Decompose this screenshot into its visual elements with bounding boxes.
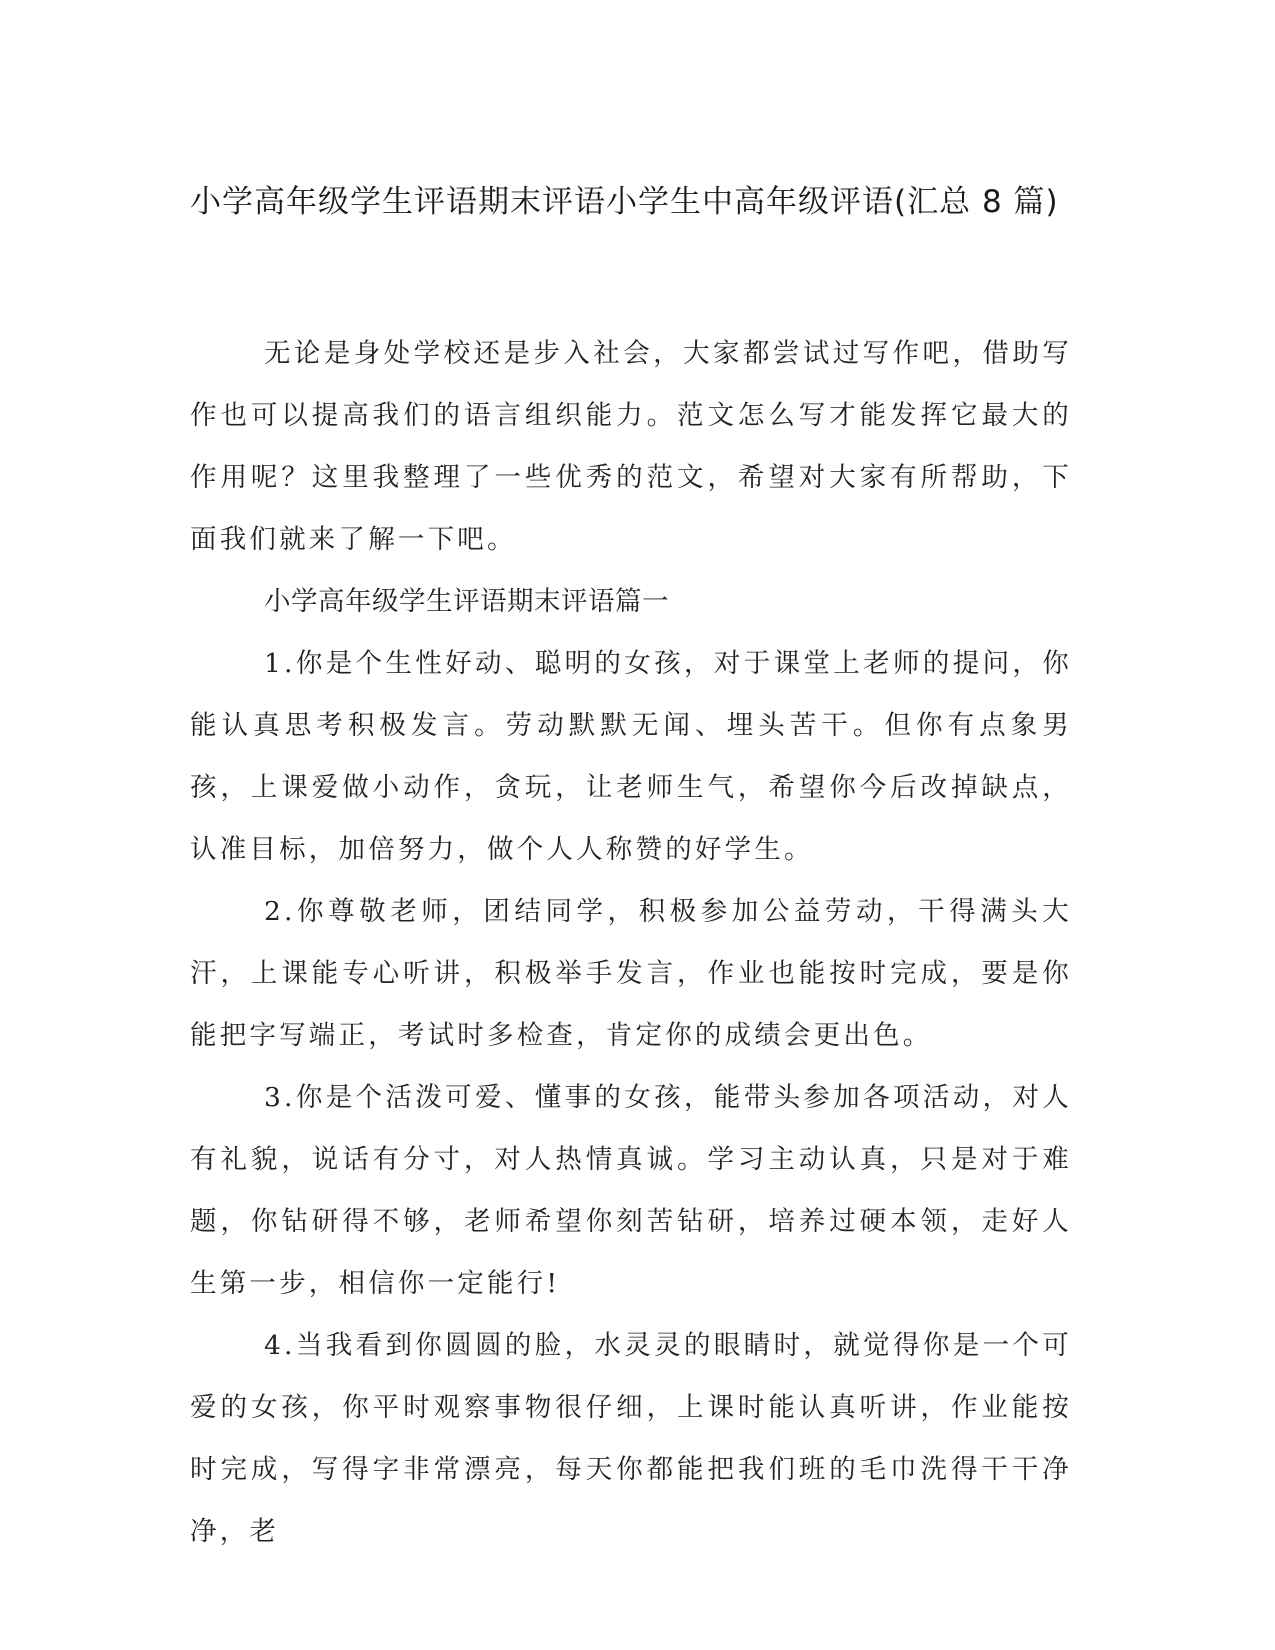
document-body: [190, 323, 1072, 1563]
section-heading: 小学高年级学生评语期末评语篇一: [264, 586, 669, 617]
comment-paragraph-2: 2.你尊敬老师，团结同学，积极参加公益劳动，干得满头大汗，上课能专心听讲，积极举手发言，作业也能按时完成，要是你能把字写端正，考试时多检查，肯定你的成绩会更出色。: [190, 896, 1072, 1051]
comment-paragraph-3: 3.你是个活泼可爱、懂事的女孩，能带头参加各项活动，对人有礼貌，说话有分寸，对人热情真诚。学习主动认真，只是对于难题，你钻研得不够，老师希望你刻苦钻研，培养过硬本领，走好人生第一步，相信你一定能行!: [190, 1082, 1072, 1299]
intro-paragraph: 无论是身处学校还是步入社会，大家都尝试过写作吧，借助写作也可以提高我们的语言组织能力。范文怎么写才能发挥它最大的作用呢？这里我整理了一些优秀的范文，希望对大家有所帮助，下面我们就来了解一下吧。: [190, 338, 1072, 555]
comment-paragraph-4: 4.当我看到你圆圆的脸，水灵灵的眼睛时，就觉得你是一个可爱的女孩，你平时观察事物很仔细，上课时能认真听讲，作业能按时完成，写得字非常漂亮，每天你都能把我们班的毛巾洗得干干净净，老: [190, 1330, 1072, 1547]
comment-paragraph-1: 1.你是个生性好动、聪明的女孩，对于课堂上老师的提问，你能认真思考积极发言。劳动默默无闻、埋头苦干。但你有点象男孩，上课爱做小动作，贪玩，让老师生气，希望你今后改掉缺点，认准目标，加倍努力，做个人人称赞的好学生。: [190, 648, 1072, 865]
document-title: 小学高年级学生评语期末评语小学生中高年级评语(汇总 8 篇): [190, 184, 1059, 220]
